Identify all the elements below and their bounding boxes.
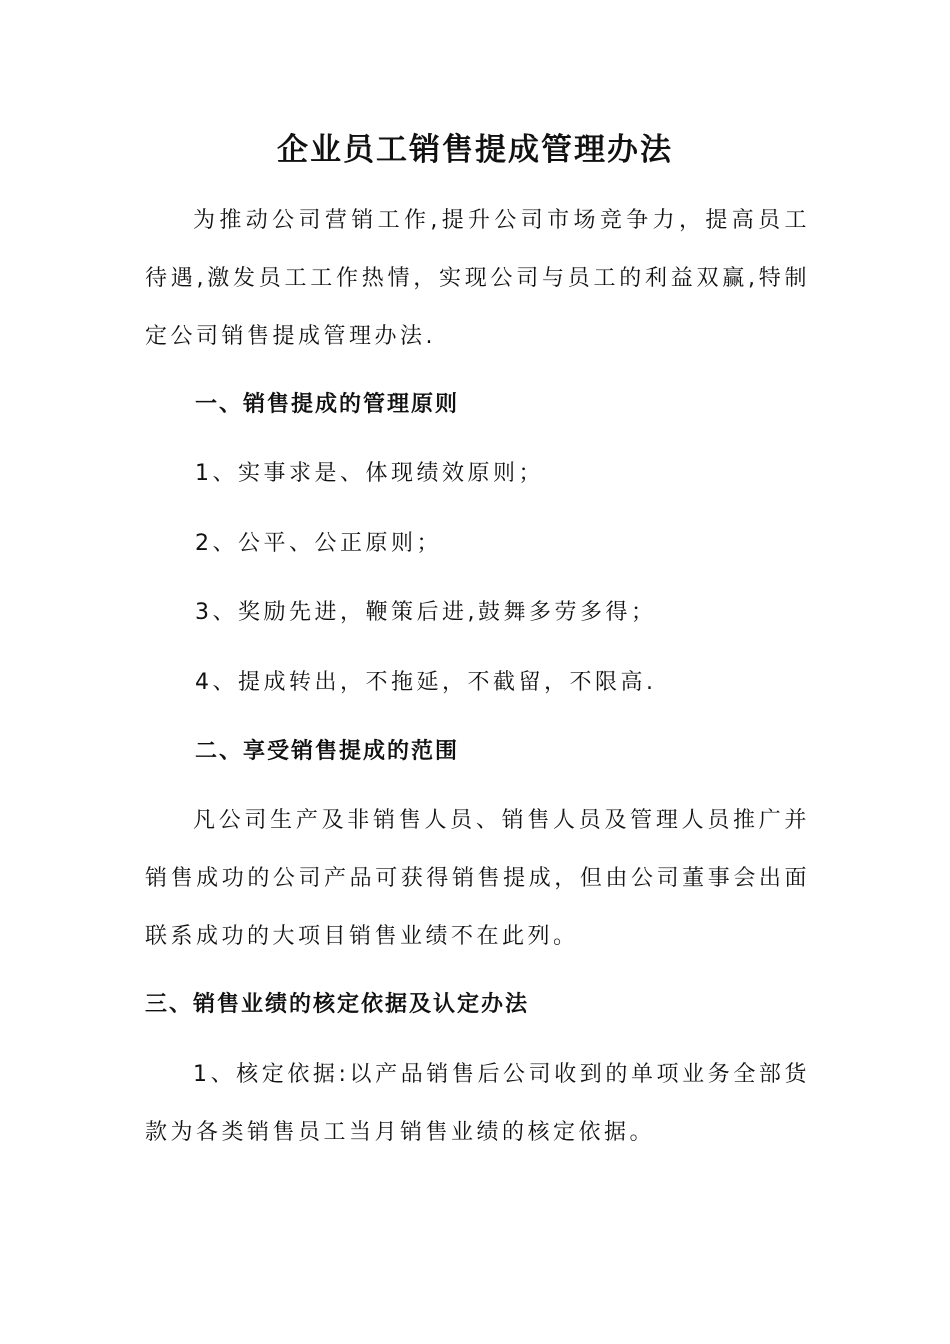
intro-paragraph: 为推动公司营销工作,提升公司市场竞争力，提高员工待遇,激发员工工作热情，实现公司与员工的利益双赢,特制定公司销售提成管理办法.	[145, 208, 810, 349]
section1-item-3: 3、奖励先进，鞭策后进,鼓舞多劳多得；	[195, 600, 657, 625]
section3-paragraph: 1、核定依据:以产品销售后公司收到的单项业务全部货款为各类销售员工当月销售业绩的核定依据。	[145, 1062, 810, 1145]
section1-item-2: 2、公平、公正原则；	[195, 531, 442, 556]
section2-paragraph: 凡公司生产及非销售人员、销售人员及管理人员推广并销售成功的公司产品可获得销售提成，但由公司董事会出面联系成功的大项目销售业绩不在此列。	[145, 808, 810, 949]
section1-item-4: 4、提成转出，不拖延，不截留，不限高.	[195, 670, 657, 695]
document-title: 企业员工销售提成管理办法	[277, 132, 673, 168]
section3-heading: 三、销售业绩的核定依据及认定办法	[145, 992, 530, 1017]
section2-heading: 二、享受销售提成的范围	[195, 739, 460, 764]
section1-heading: 一、销售提成的管理原则	[195, 392, 460, 417]
section1-item-1: 1、实事求是、体现绩效原则；	[195, 461, 544, 486]
